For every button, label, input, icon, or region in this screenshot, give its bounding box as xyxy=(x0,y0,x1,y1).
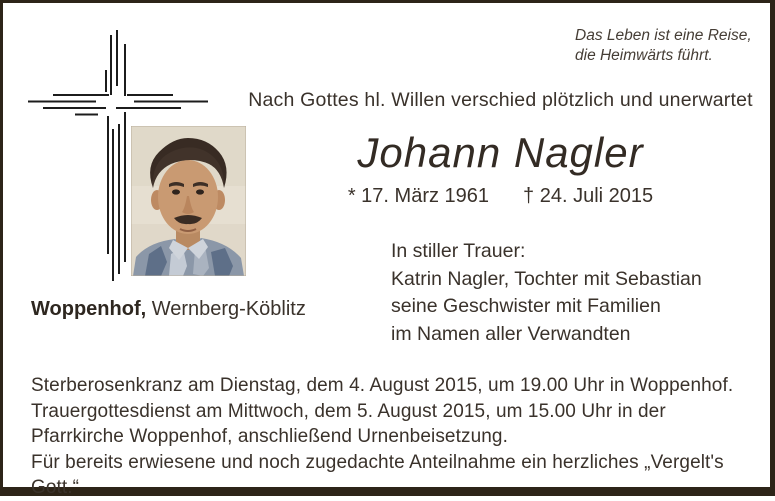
portrait-photo xyxy=(131,126,246,276)
birth-date: * 17. März 1961 xyxy=(347,185,490,207)
location-municipality: Wernberg-Köblitz xyxy=(146,298,306,320)
mourners-heading: In stiller Trauer: xyxy=(391,240,526,262)
mourner-line: im Namen aller Verwandten xyxy=(391,322,631,345)
mourner-line: seine Geschwister mit Familien xyxy=(391,295,661,317)
intro-line: Nach Gottes hl. Willen verschied plötzlich und unerwartet xyxy=(248,89,753,111)
epigraph xyxy=(575,26,752,66)
mourner-line: Katrin Nagler, Tochter mit Sebastian xyxy=(391,267,702,290)
schedule-line: Für bereits erwiesene und noch zugedachte Anteilnahme ein herzliches „Vergelt's Gott.“ xyxy=(31,451,724,498)
epigraph-line-2: die Heimwärts führt. xyxy=(575,47,713,64)
portrait-photo-svg xyxy=(131,126,246,276)
schedule-line: Pfarrkirche Woppenhof, anschließend Urnenbeisetzung. xyxy=(31,426,508,447)
death-date: † 24. Juli 2015 xyxy=(523,185,654,207)
deceased-name: Johann Nagler xyxy=(357,129,644,176)
location-line xyxy=(31,298,306,321)
life-dates xyxy=(248,185,753,208)
epigraph-line-1: Das Leben ist eine Reise, xyxy=(575,27,752,44)
schedule-line: Trauergottesdienst am Mittwoch, dem 5. August 2015, um 15.00 Uhr in der xyxy=(31,400,666,422)
location-place: Woppenhof, xyxy=(31,298,147,320)
schedule-block xyxy=(31,373,770,501)
mourners-block xyxy=(391,238,702,348)
schedule-line: Sterberosenkranz am Dienstag, dem 4. August 2015, um 19.00 Uhr in Woppenhof. xyxy=(31,375,734,396)
